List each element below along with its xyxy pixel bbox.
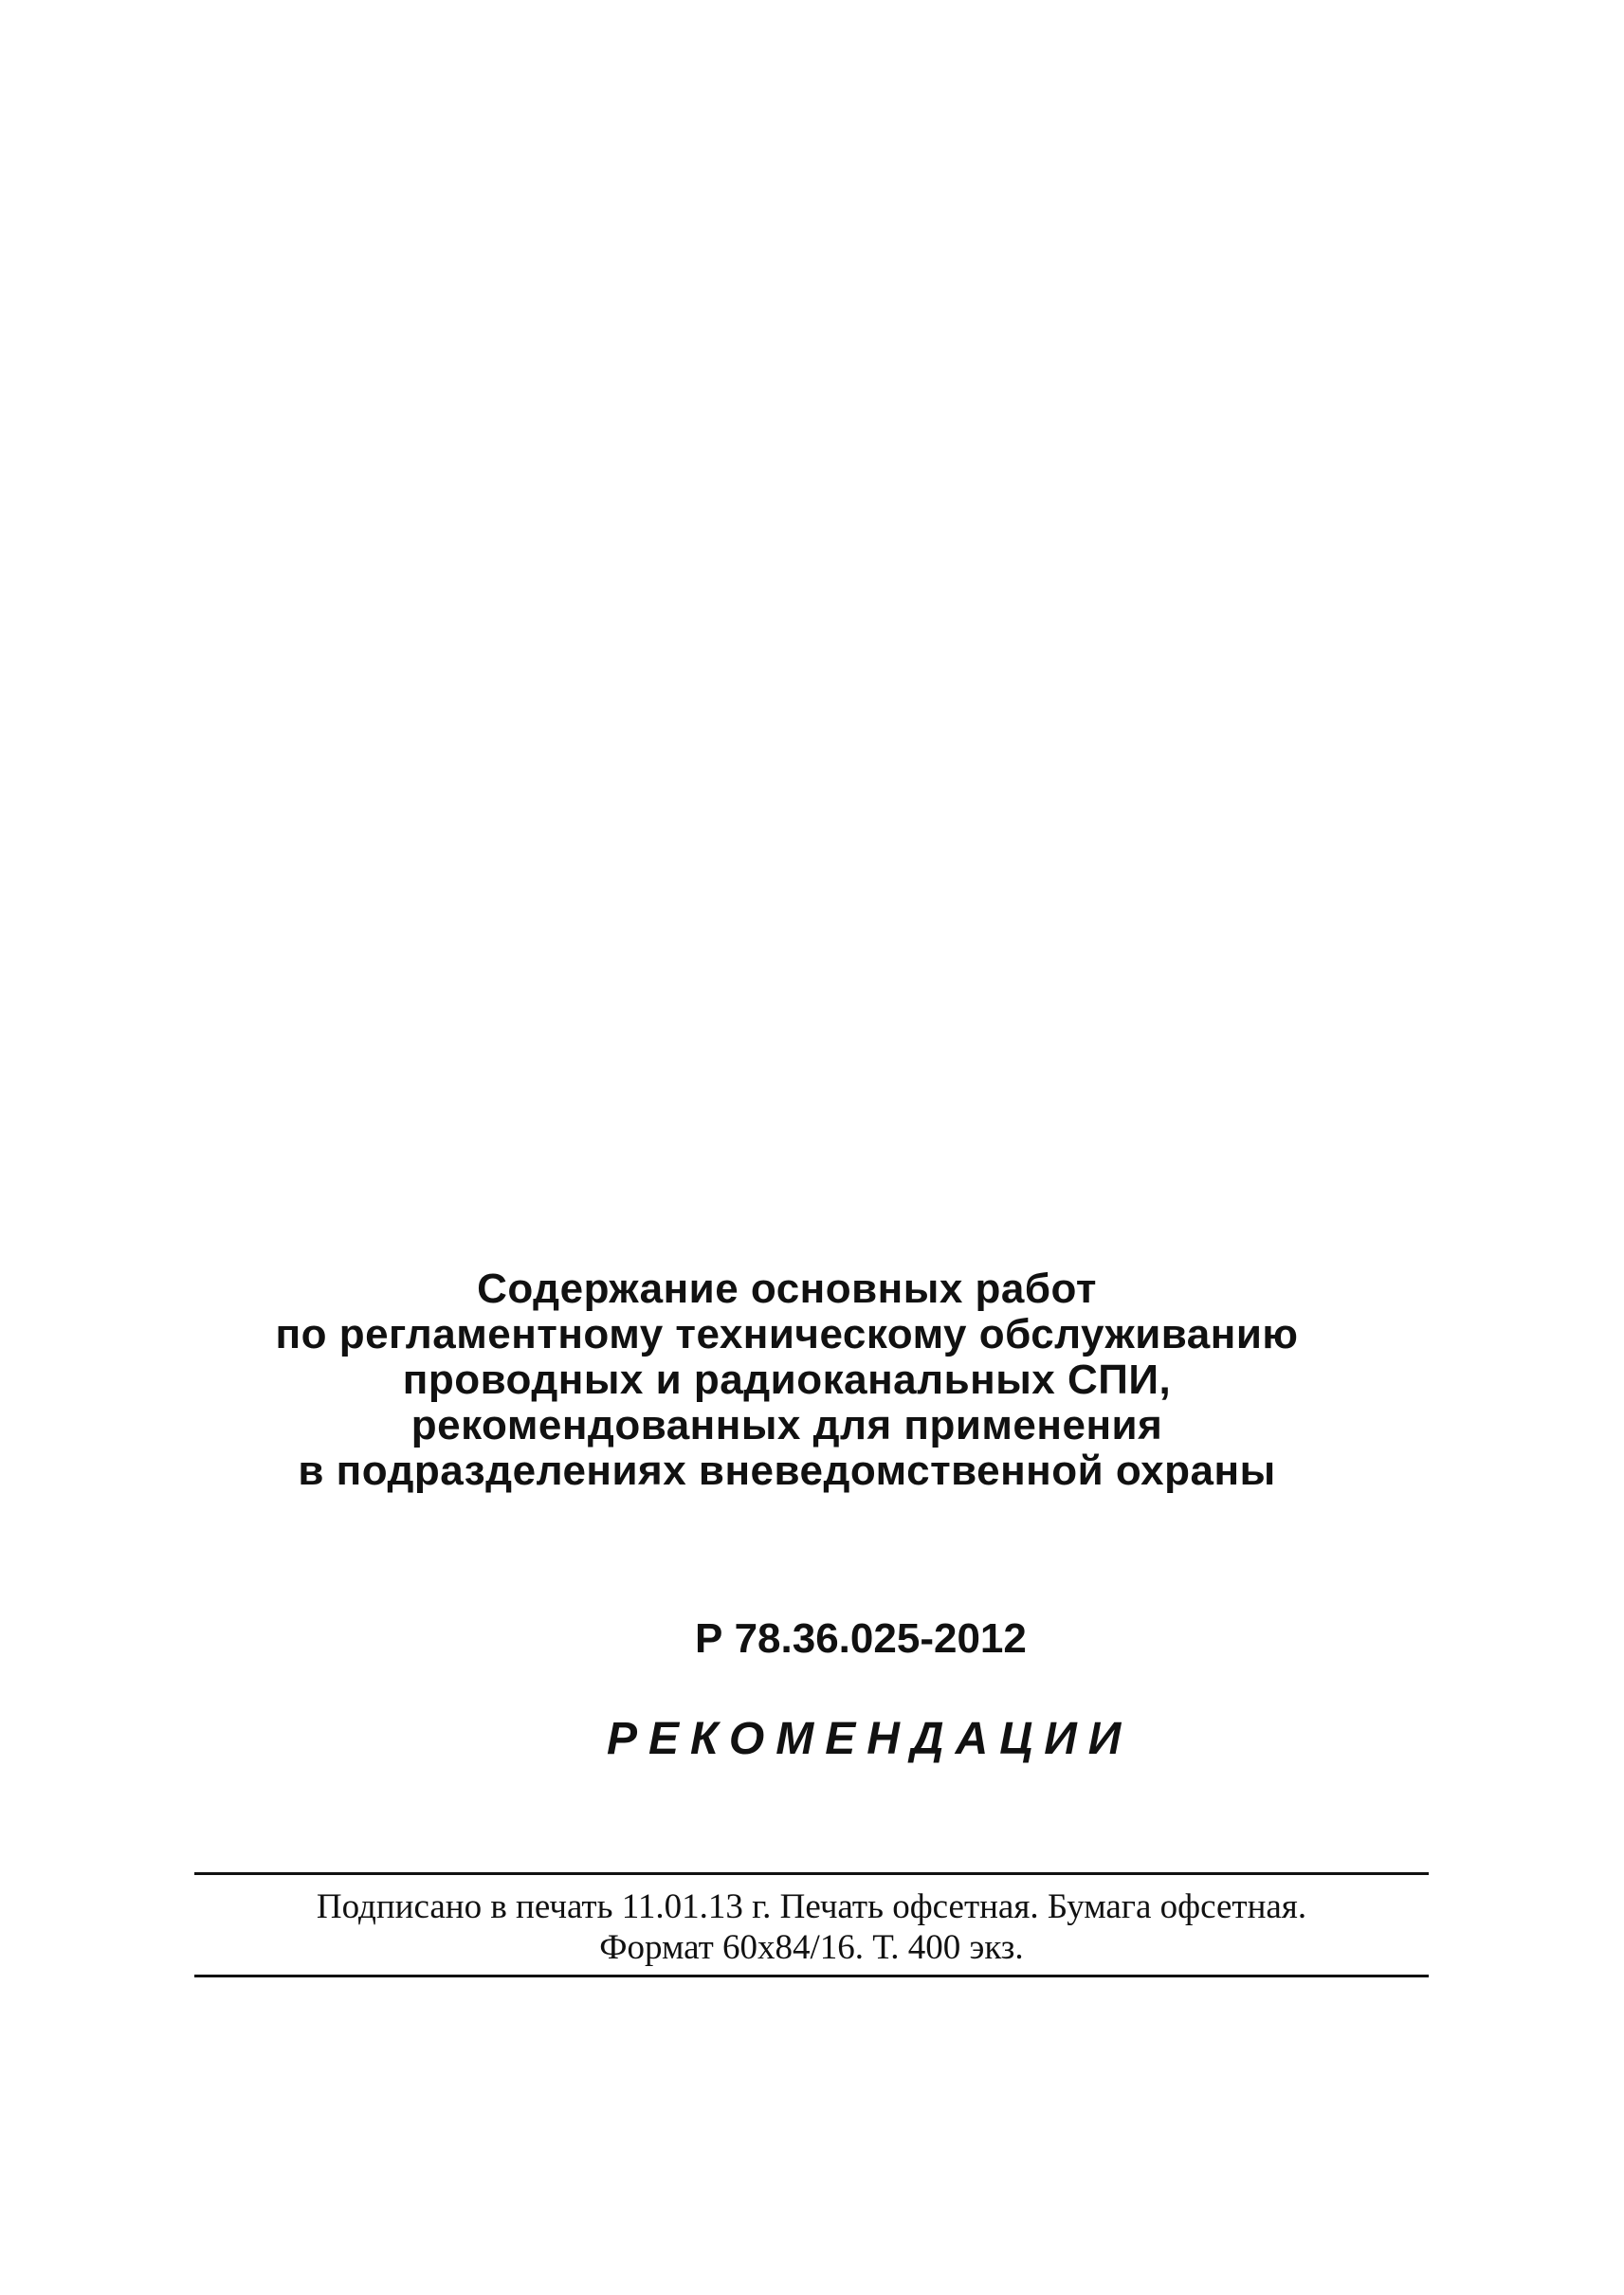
imprint-line-2: Формат 60х84/16. Т. 400 экз. [599, 1928, 1024, 1967]
title-line-4: рекомендованных для применения [411, 1402, 1163, 1448]
document-code: Р 78.36.025-2012 [695, 1615, 1027, 1662]
imprint-top-divider [194, 1872, 1429, 1875]
document-title [190, 1266, 1384, 1494]
title-line-2: по регламентному техническому обслуживанию [275, 1311, 1299, 1357]
title-line-1: Содержание основных работ [477, 1266, 1097, 1312]
imprint-line-1: Подписано в печать 11.01.13 г. Печать офсетная. Бумага офсетная. [316, 1887, 1307, 1926]
title-line-3: проводных и радиоканальных СПИ, [402, 1357, 1172, 1403]
imprint-block [194, 1886, 1429, 1968]
document-type: РЕКОМЕНДАЦИИ [607, 1714, 1133, 1764]
imprint-bottom-divider [194, 1975, 1429, 1977]
title-line-5: в подразделениях вневедомственной охраны [298, 1448, 1276, 1494]
